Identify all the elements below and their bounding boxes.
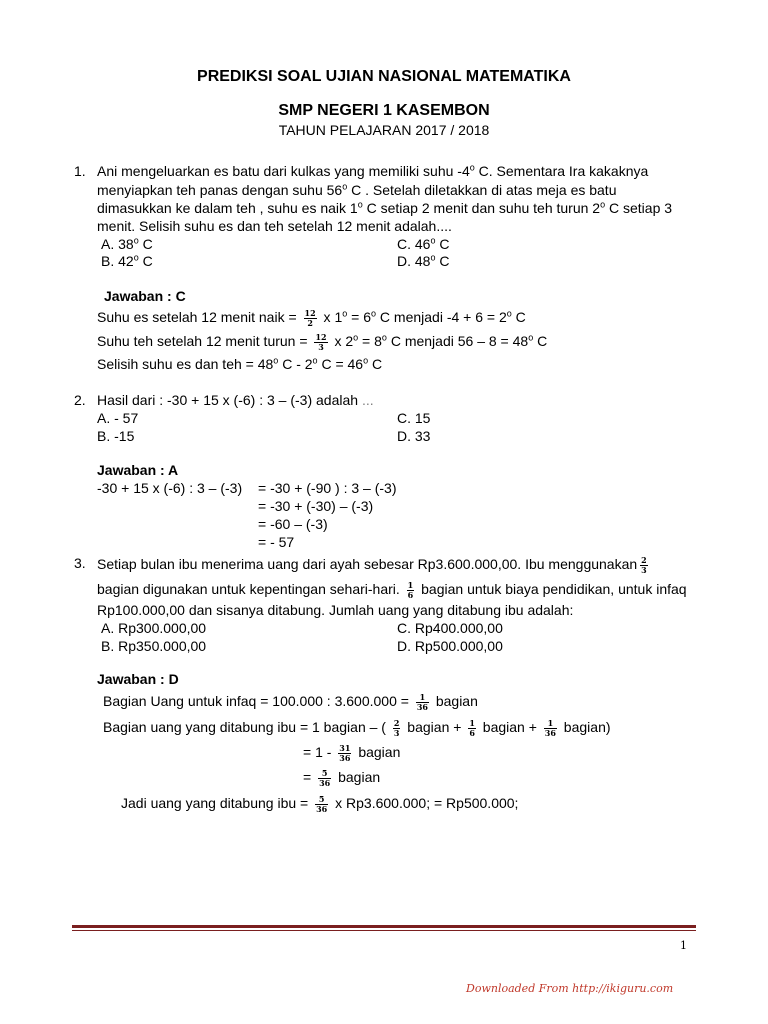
answer-label: Jawaban : C bbox=[104, 288, 186, 304]
question-text: menit. Selisih suhu es dan teh setelah 12 menit adalah.... bbox=[97, 218, 452, 234]
option-d: D. Rp500.000,00 bbox=[397, 638, 503, 654]
solution-line: = $\frac{5}{36}$ bagian bbox=[303, 767, 381, 788]
question-text: menyiapkan teh panas dengan suhu 56$^o$ C . Setelah diletakkan di atas meja es batu bbox=[97, 181, 617, 198]
option-d: D. 33 bbox=[397, 428, 431, 444]
download-credit: Downloaded From http://ikiguru.com bbox=[466, 982, 674, 995]
working-expression: -30 + 15 x (-6) : 3 – (-3) bbox=[97, 480, 243, 496]
answer-label: Jawaban : A bbox=[97, 462, 179, 478]
solution-line: = 1 - $\frac{31}{36}$ bagian bbox=[303, 742, 401, 763]
option-a: A. Rp300.000,00 bbox=[101, 620, 207, 636]
question-text: Ani mengeluarkan es batu dari kulkas yang memiliki suhu -4$^o$ C. Sementara Ira kakaknya bbox=[97, 162, 649, 179]
conclusion-line: Jadi uang yang ditabung ibu = $\frac{5}{36}$ x Rp3.600.000; = Rp500.000; bbox=[121, 793, 519, 814]
page-number: 1 bbox=[680, 939, 687, 952]
fraction: $\frac{1}{6}$ bbox=[469, 717, 475, 738]
document-title: PREDIKSI SOAL UJIAN NASIONAL MATEMATIKA bbox=[197, 68, 571, 85]
question-text: Rp100.000,00 dan sisanya ditabung. Jumlah uang yang ditabung ibu adalah: bbox=[97, 602, 574, 618]
working-step: = -30 + (-90 ) : 3 – (-3) bbox=[258, 480, 397, 496]
fraction: $\frac{31}{36}$ bbox=[339, 742, 351, 763]
solution-line: Bagian Uang untuk infaq = 100.000 : 3.600.000 = $\frac{1}{36}$ bagian bbox=[103, 691, 478, 712]
option-b: B. Rp350.000,00 bbox=[101, 638, 207, 654]
school-name: SMP NEGERI 1 KASEMBON bbox=[278, 102, 490, 119]
option-a: A. - 57 bbox=[97, 410, 139, 426]
working-step: = -30 + (-30) – (-3) bbox=[258, 498, 374, 514]
fraction: $\frac{1}{36}$ bbox=[544, 717, 556, 738]
option-c: C. 46$^o$ C bbox=[397, 235, 450, 252]
working-step: = -60 – (-3) bbox=[258, 516, 328, 532]
question-number: 2. bbox=[74, 392, 86, 408]
fraction: $\frac{1}{36}$ bbox=[416, 691, 428, 712]
fraction: $\frac{12}{2}$ bbox=[304, 307, 316, 328]
question-text: bagian digunakan untuk kepentingan sehari-hari. $\frac{1}{6}$ bagian untuk biaya pendidikan, untuk infaq bbox=[97, 579, 687, 600]
question-number: 1. bbox=[74, 163, 86, 179]
fraction: $\frac{5}{36}$ bbox=[319, 767, 331, 788]
working-step: = - 57 bbox=[258, 534, 295, 550]
option-c: C. 15 bbox=[397, 410, 431, 426]
fraction: $\frac{1}{6}$ bbox=[407, 579, 414, 600]
footer-rule bbox=[72, 925, 696, 928]
school-year: TAHUN PELAJARAN 2017 / 2018 bbox=[278, 122, 490, 138]
option-d: D. 48$^o$ C bbox=[397, 252, 450, 269]
option-b: B. 42$^o$ C bbox=[101, 252, 153, 269]
fraction: $\frac{2}{3}$ bbox=[641, 554, 647, 575]
solution-line: Suhu teh setelah 12 menit turun = $\frac{12}{3}$ x $2^o = 8^o$ C menjadi $56 - 8 = 48^o$ C bbox=[97, 331, 548, 352]
fraction: $\frac{12}{3}$ bbox=[315, 331, 327, 352]
option-b: B. -15 bbox=[97, 428, 135, 444]
question-text: Hasil dari : -30 + 15 x (-6) : 3 – (-3) adalah ... bbox=[97, 392, 374, 408]
option-a: A. 38$^o$ C bbox=[101, 235, 153, 252]
footer-rule-thin bbox=[72, 930, 696, 931]
question-text: dimasukkan ke dalam teh , suhu es naik 1$^o$ C setiap 2 menit dan suhu teh turun 2$^o$ C setiap 3 bbox=[97, 199, 673, 216]
fraction: $\frac{5}{36}$ bbox=[316, 793, 328, 814]
answer-label: Jawaban : D bbox=[97, 671, 179, 687]
solution-line: Bagian uang yang ditabung ibu = 1 bagian – ( $\frac{2}{3}$ bagian + $\frac{1}{6}$ bagian + $\frac{1}{36}$ bagian) bbox=[103, 717, 611, 738]
fraction: $\frac{2}{3}$ bbox=[393, 717, 400, 738]
solution-line: Selisih suhu es dan teh = $48^o$ C - 2$^o$ $C = 46^o$ C bbox=[97, 355, 383, 372]
question-number: 3. bbox=[74, 555, 86, 571]
solution-line: Suhu es setelah 12 menit naik = $\frac{12}{2}$ x $1^o = 6^o$ C menjadi $-4 + 6 = 2^o$ C bbox=[97, 307, 526, 328]
question-text: Setiap bulan ibu menerima uang dari ayah sebesar Rp3.600.000,00. Ibu menggunakan $\frac{2}{3}$ bbox=[97, 554, 647, 575]
option-c: C. Rp400.000,00 bbox=[397, 620, 503, 636]
